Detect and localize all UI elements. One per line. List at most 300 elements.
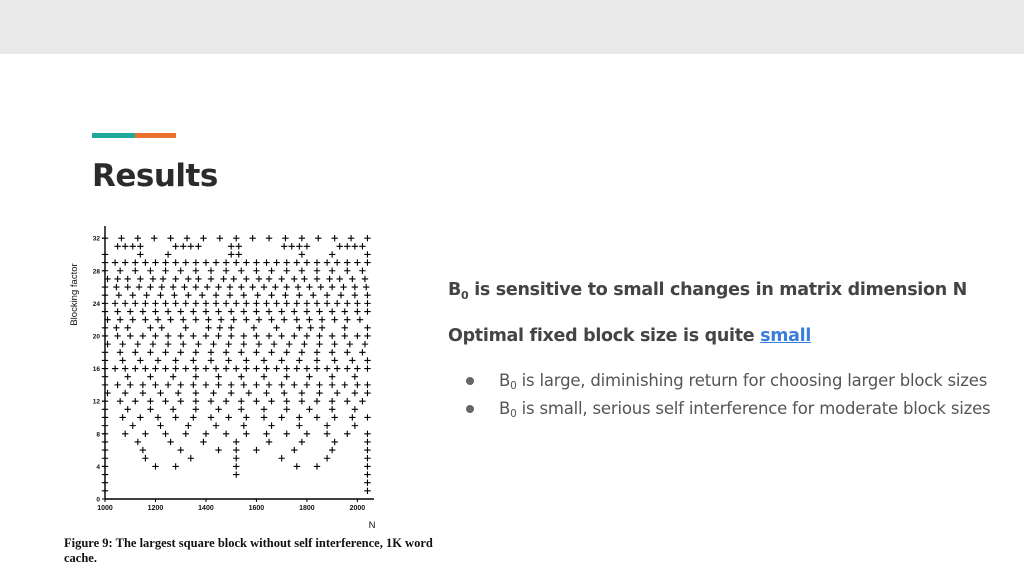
plus-marker (231, 316, 237, 322)
plus-marker (334, 259, 340, 265)
plus-marker (243, 365, 249, 371)
plus-marker (284, 398, 290, 404)
plus-marker (364, 235, 370, 241)
plus-marker (228, 333, 234, 339)
plus-marker (272, 284, 278, 290)
plus-marker (137, 357, 143, 363)
plus-marker (228, 382, 234, 388)
plus-marker (284, 268, 290, 274)
plus-marker (193, 365, 199, 371)
plus-marker (329, 349, 335, 355)
plus-marker (324, 431, 330, 437)
plus-marker (243, 276, 249, 282)
plus-marker (243, 300, 249, 306)
plus-marker (114, 333, 120, 339)
plus-marker (243, 357, 249, 363)
plus-marker (246, 390, 252, 396)
blocking-factor-scatter-plot (62, 218, 382, 528)
plus-marker (195, 276, 201, 282)
plus-marker (225, 414, 231, 420)
point-optimal-size (448, 326, 811, 346)
plus-marker (122, 300, 128, 306)
plus-marker (319, 325, 325, 331)
plus-marker (289, 243, 295, 249)
plus-marker (354, 365, 360, 371)
plus-marker (102, 300, 108, 306)
plus-marker (238, 374, 244, 380)
plus-marker (236, 251, 242, 257)
plus-marker (223, 259, 229, 265)
plus-marker (294, 463, 300, 469)
plus-marker (151, 235, 157, 241)
plus-marker (301, 341, 307, 347)
plus-marker (263, 259, 269, 265)
plus-marker (266, 235, 272, 241)
plus-marker (193, 284, 199, 290)
plus-marker (178, 382, 184, 388)
plus-marker (364, 308, 370, 314)
bullet-large-text: is large, diminishing return for choosing larger block sizes (516, 371, 988, 390)
plus-marker (295, 284, 301, 290)
plus-marker (178, 268, 184, 274)
plus-marker (215, 382, 221, 388)
plus-marker (155, 414, 161, 420)
plus-marker (172, 463, 178, 469)
x-tick-label: 1800 (299, 505, 315, 512)
plus-marker (213, 365, 219, 371)
plus-marker (364, 357, 370, 363)
plus-marker (225, 341, 231, 347)
plus-marker (142, 259, 148, 265)
plus-marker (329, 251, 335, 257)
plus-marker (253, 259, 259, 265)
plus-marker (359, 398, 365, 404)
plus-marker (256, 316, 262, 322)
plus-marker (140, 390, 146, 396)
plus-marker (180, 316, 186, 322)
bullet-list (466, 370, 990, 426)
plus-marker (282, 235, 288, 241)
plus-marker (142, 431, 148, 437)
accent-orange (135, 133, 176, 138)
plus-marker (364, 292, 370, 298)
plus-marker (160, 276, 166, 282)
plus-marker (329, 284, 335, 290)
plus-marker (337, 276, 343, 282)
plus-marker (263, 390, 269, 396)
plus-marker (253, 308, 259, 314)
plus-marker (117, 316, 123, 322)
plus-marker (243, 259, 249, 265)
plus-marker (181, 284, 187, 290)
plus-marker (281, 390, 287, 396)
plus-marker (304, 243, 310, 249)
plus-marker (102, 349, 108, 355)
plus-marker (294, 365, 300, 371)
plus-marker (284, 349, 290, 355)
plus-marker (228, 243, 234, 249)
plus-marker (284, 431, 290, 437)
plus-marker (147, 406, 153, 412)
plus-marker (127, 382, 133, 388)
plus-marker (306, 406, 312, 412)
plus-marker (172, 300, 178, 306)
plus-marker (180, 341, 186, 347)
plus-marker (338, 292, 344, 298)
plus-marker (233, 447, 239, 453)
plus-marker (102, 235, 108, 241)
plus-marker (352, 284, 358, 290)
bullet-large (466, 370, 990, 398)
plus-marker (140, 308, 146, 314)
plus-marker (205, 325, 211, 331)
plus-marker (261, 357, 267, 363)
plus-marker (253, 382, 259, 388)
plus-marker (364, 325, 370, 331)
plus-marker (147, 268, 153, 274)
plus-marker (147, 325, 153, 331)
plus-marker (261, 284, 267, 290)
plus-marker (117, 398, 123, 404)
plus-marker (125, 284, 131, 290)
plus-marker (364, 471, 370, 477)
plus-marker (349, 276, 355, 282)
plus-marker (299, 439, 305, 445)
plus-marker (193, 349, 199, 355)
plus-marker (342, 333, 348, 339)
plus-marker (162, 431, 168, 437)
plus-marker (102, 414, 108, 420)
x-tick-label: 2000 (349, 505, 366, 512)
plus-marker (152, 463, 158, 469)
plus-marker (266, 276, 272, 282)
plus-marker (178, 349, 184, 355)
plus-marker (180, 243, 186, 249)
plus-marker (263, 300, 269, 306)
plus-marker (364, 488, 370, 494)
plus-marker (152, 259, 158, 265)
plus-marker (261, 414, 267, 420)
plus-marker (147, 349, 153, 355)
plus-marker (268, 422, 274, 428)
y-tick-label: 24 (92, 300, 100, 308)
plus-marker (241, 308, 247, 314)
plus-marker (236, 243, 242, 249)
bullet-dot (466, 377, 474, 385)
plus-marker (213, 300, 219, 306)
plus-marker (284, 300, 290, 306)
plus-marker (233, 300, 239, 306)
plus-marker (281, 243, 287, 249)
plus-marker (203, 300, 209, 306)
plus-marker (137, 251, 143, 257)
plus-marker (102, 479, 108, 485)
plus-marker (102, 333, 108, 339)
plus-marker (314, 365, 320, 371)
plus-marker (316, 308, 322, 314)
plus-marker (165, 251, 171, 257)
plus-marker (261, 374, 267, 380)
plus-marker (178, 308, 184, 314)
plus-marker (172, 276, 178, 282)
plus-marker (150, 341, 156, 347)
plus-marker (178, 333, 184, 339)
plus-marker (314, 268, 320, 274)
plus-marker (172, 414, 178, 420)
plus-marker (331, 316, 337, 322)
plus-marker (282, 292, 288, 298)
plus-marker (114, 276, 120, 282)
plus-marker (344, 259, 350, 265)
x-tick-label: 1200 (147, 505, 164, 512)
plus-marker (296, 325, 302, 331)
plus-marker (306, 374, 312, 380)
plus-marker (359, 349, 365, 355)
plus-marker (304, 382, 310, 388)
plus-marker (165, 382, 171, 388)
plus-marker (266, 333, 272, 339)
plus-marker (364, 463, 370, 469)
plus-marker (314, 276, 320, 282)
plus-marker (304, 300, 310, 306)
plus-marker (172, 365, 178, 371)
plus-marker (102, 259, 108, 265)
plus-marker (331, 341, 337, 347)
plus-marker (278, 455, 284, 461)
plus-marker (251, 325, 257, 331)
plus-marker (223, 398, 229, 404)
plus-marker (364, 447, 370, 453)
plus-marker (132, 365, 138, 371)
y-tick-label: 32 (92, 235, 100, 243)
plus-marker (155, 316, 161, 322)
plus-marker (316, 333, 322, 339)
y-tick-label: 16 (92, 366, 100, 374)
plus-marker (278, 333, 284, 339)
plus-marker (185, 292, 191, 298)
plus-marker (331, 439, 337, 445)
x-tick-label: 1600 (248, 505, 265, 512)
plus-marker (266, 308, 272, 314)
plus-marker (294, 300, 300, 306)
plus-marker (238, 398, 244, 404)
plus-marker (137, 414, 143, 420)
plus-marker (329, 333, 335, 339)
plus-marker (102, 382, 108, 388)
plus-marker (249, 235, 255, 241)
plus-marker (102, 471, 108, 477)
plus-marker (253, 447, 259, 453)
plus-marker (193, 259, 199, 265)
plus-marker (364, 259, 370, 265)
plus-marker (119, 341, 125, 347)
plus-marker (256, 341, 262, 347)
plus-marker (140, 333, 146, 339)
plus-marker (157, 390, 163, 396)
plus-marker (314, 357, 320, 363)
plus-marker (112, 259, 118, 265)
plus-marker (329, 447, 335, 453)
plus-marker (344, 365, 350, 371)
plus-marker (324, 422, 330, 428)
plus-marker (354, 308, 360, 314)
plus-marker (136, 284, 142, 290)
plus-marker (114, 308, 120, 314)
plus-marker (352, 390, 358, 396)
plus-marker (140, 382, 146, 388)
plus-marker (278, 357, 284, 363)
plus-marker (132, 349, 138, 355)
plus-marker (203, 308, 209, 314)
plus-marker (243, 414, 249, 420)
point-sensitivity-b: B (448, 280, 462, 300)
y-tick-label: 20 (92, 333, 100, 341)
plus-marker (331, 414, 337, 420)
x-tick-label: 1400 (198, 505, 214, 512)
plus-marker (268, 292, 274, 298)
plus-marker (349, 414, 355, 420)
plus-marker (241, 341, 247, 347)
plus-marker (162, 398, 168, 404)
plus-marker (185, 276, 191, 282)
plus-marker (362, 276, 368, 282)
plus-marker (233, 471, 239, 477)
plus-marker (253, 349, 259, 355)
plus-marker (130, 243, 136, 249)
plus-marker (159, 284, 165, 290)
y-tick-label: 4 (96, 463, 100, 471)
slide-title: Results (92, 158, 218, 194)
plus-marker (253, 268, 259, 274)
plus-marker (316, 390, 322, 396)
plus-marker (329, 406, 335, 412)
plus-marker (364, 382, 370, 388)
plus-marker (125, 374, 131, 380)
plus-marker (190, 382, 196, 388)
plus-marker (249, 284, 255, 290)
plus-marker (304, 308, 310, 314)
plus-marker (227, 284, 233, 290)
plus-marker (238, 349, 244, 355)
plus-marker (329, 382, 335, 388)
y-tick-label: 12 (92, 398, 100, 406)
plus-marker (233, 455, 239, 461)
plus-marker (334, 390, 340, 396)
plus-marker (162, 300, 168, 306)
plus-marker (102, 406, 108, 412)
plus-marker (167, 439, 173, 445)
plus-marker (273, 365, 279, 371)
plus-marker (178, 398, 184, 404)
plus-marker (170, 406, 176, 412)
y-tick-label: 28 (92, 268, 100, 276)
plus-marker (114, 382, 120, 388)
plus-marker (215, 308, 221, 314)
plus-marker (316, 341, 322, 347)
plus-marker (324, 259, 330, 265)
plus-marker (314, 300, 320, 306)
plus-marker (254, 292, 260, 298)
plus-marker (238, 268, 244, 274)
plus-marker (183, 259, 189, 265)
plus-marker (268, 316, 274, 322)
plus-marker (299, 390, 305, 396)
plus-marker (315, 235, 321, 241)
plus-marker (263, 365, 269, 371)
small-link[interactable]: small (760, 326, 812, 346)
plus-marker (364, 365, 370, 371)
plus-marker (362, 341, 368, 347)
plus-marker (306, 284, 312, 290)
plus-marker (354, 259, 360, 265)
plus-marker (364, 300, 370, 306)
plus-marker (157, 292, 163, 298)
plus-marker (190, 308, 196, 314)
plus-marker (223, 300, 229, 306)
plus-marker (241, 422, 247, 428)
plus-marker (268, 268, 274, 274)
plus-marker (147, 284, 153, 290)
plus-marker (342, 325, 348, 331)
plus-marker (241, 333, 247, 339)
plus-marker (314, 463, 320, 469)
plus-marker (130, 422, 136, 428)
plus-marker (162, 259, 168, 265)
plus-marker (122, 431, 128, 437)
plus-marker (319, 316, 325, 322)
plus-marker (147, 398, 153, 404)
plus-marker (278, 382, 284, 388)
plus-marker (203, 431, 209, 437)
plus-marker (142, 300, 148, 306)
plus-marker (152, 308, 158, 314)
plus-marker (324, 300, 330, 306)
plus-marker (337, 243, 343, 249)
plus-marker (304, 259, 310, 265)
plus-marker (122, 259, 128, 265)
plus-marker (296, 414, 302, 420)
plus-marker (352, 406, 358, 412)
plus-marker (102, 463, 108, 469)
plus-marker (208, 357, 214, 363)
plus-marker (231, 276, 237, 282)
plus-marker (284, 374, 290, 380)
plus-marker (102, 439, 108, 445)
plus-marker (291, 308, 297, 314)
plus-marker (233, 235, 239, 241)
plus-marker (241, 382, 247, 388)
plus-marker (334, 300, 340, 306)
plus-marker (273, 259, 279, 265)
plus-marker (125, 276, 131, 282)
plus-marker (326, 276, 332, 282)
plus-marker (210, 341, 216, 347)
plus-marker (140, 447, 146, 453)
plus-marker (294, 316, 300, 322)
plus-marker (125, 325, 131, 331)
y-tick-label: 8 (96, 431, 100, 439)
plus-marker (291, 447, 297, 453)
plus-marker (348, 235, 354, 241)
plus-marker (162, 349, 168, 355)
plot-marks (102, 235, 371, 494)
plus-marker (342, 382, 348, 388)
plus-marker (135, 439, 141, 445)
plus-marker (217, 325, 223, 331)
plus-marker (278, 414, 284, 420)
plus-marker (102, 325, 108, 331)
plus-marker (266, 382, 272, 388)
